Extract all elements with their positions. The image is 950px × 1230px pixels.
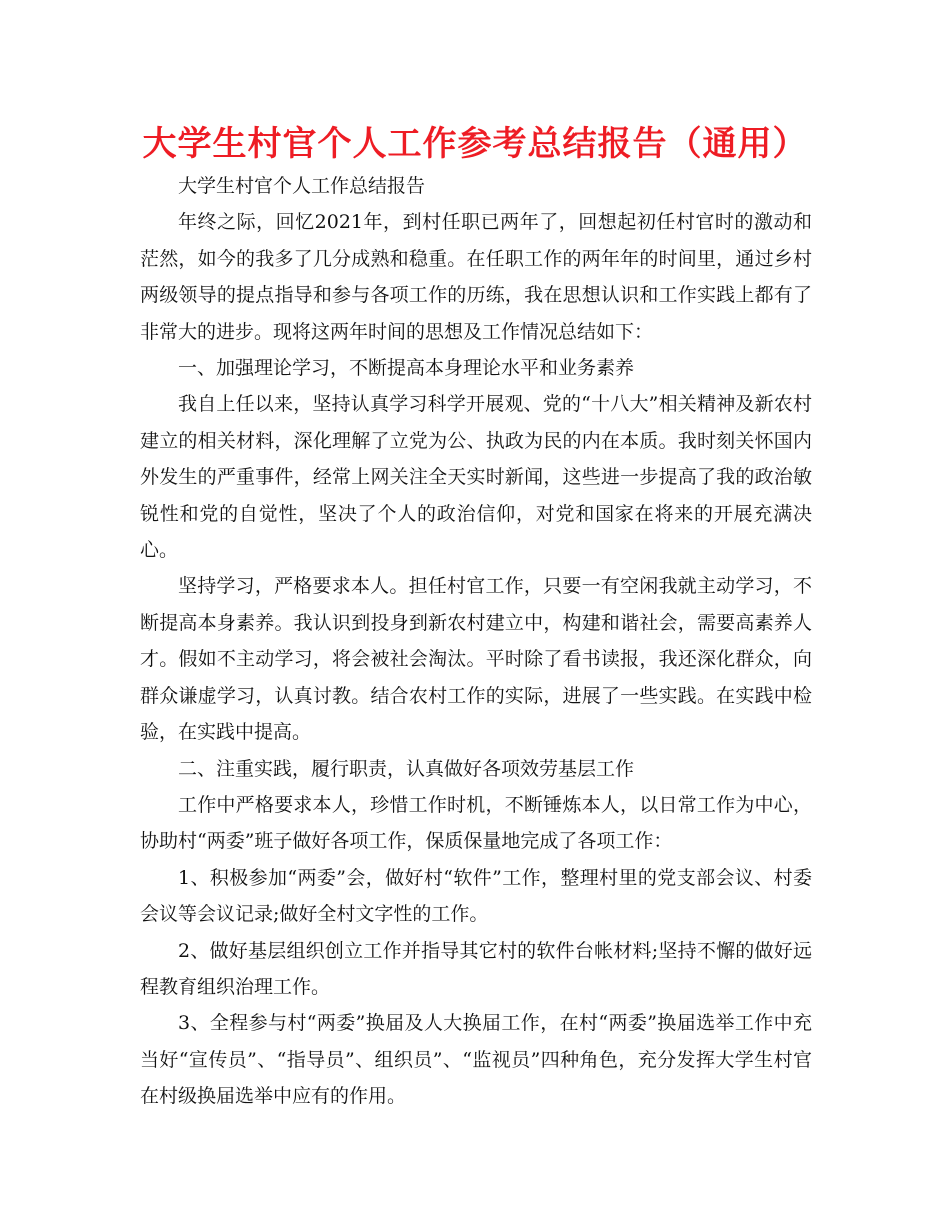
subtitle-paragraph: 大学生村官个人工作总结报告 bbox=[178, 175, 426, 197]
intro-paragraph: 年终之际，回忆2021年，到村任职已两年了，回想起初任村官时的激动和茫然，如今的我多了几分成熟和稳重。在任职工作的两年年的时间里，通过乡村两级领导的提点指导和参与各项工作的历练，我在思想认识和工作实践上都有了非常大的进步。现将这两年时间的思想及工作情况总结如下： bbox=[140, 211, 812, 343]
body-paragraph: 坚持学习，严格要求本人。担任村官工作，只要一有空闲我就主动学习，不断提高本身素养。我认识到投身到新农村建立中，构建和谐社会，需要高素养人才。假如不主动学习，将会被社会淘汰。平时除了看书读报，我还深化群众，向群众谦虚学习，认真讨教。结合农村工作的实际，进展了一些实践。在实践中检验，在实践中提高。 bbox=[140, 575, 812, 744]
document-title: 大学生村官个人工作参考总结报告（通用） bbox=[142, 124, 808, 164]
body-paragraph: 工作中严格要求本人，珍惜工作时机，不断锤炼本人，以日常工作为中心，协助村“两委”班子做好各项工作，保质保量地完成了各项工作： bbox=[140, 793, 812, 853]
list-item-2: 2、做好基层组织创立工作并指导其它村的软件台帐材料;坚持不懈的做好远程教育组织治理工作。 bbox=[140, 939, 812, 998]
body-paragraph: 我自上任以来，坚持认真学习科学开展观、党的“十八大”相关精神及新农村建立的相关材料，深化理解了立党为公、执政为民的内在本质。我时刻关怀国内外发生的严重事件，经常上网关注全天实时新闻，这些进一步提高了我的政治敏锐性和党的自觉性，坚决了个人的政治信仰，对党和国家在将来的开展充满决心。 bbox=[140, 393, 812, 562]
list-item-1: 1、积极参加“两委”会，做好村“软件”工作，整理村里的党支部会议、村委会议等会议记录;做好全村文字性的工作。 bbox=[140, 866, 812, 926]
section-heading-2: 二、注重实践，履行职责，认真做好各项效劳基层工作 bbox=[178, 757, 635, 780]
document-body bbox=[140, 168, 812, 1115]
list-item-3: 3、全程参与村“两委”换届及人大换届工作，在村“两委”换届选举工作中充当好“宣传员”、“指导员”、组织员”、“监视员”四种角色，充分发挥大学生村官在村级换届选举中应有的作用。 bbox=[140, 1012, 812, 1108]
section-heading-1: 一、加强理论学习，不断提高本身理论水平和业务素养 bbox=[178, 357, 635, 380]
